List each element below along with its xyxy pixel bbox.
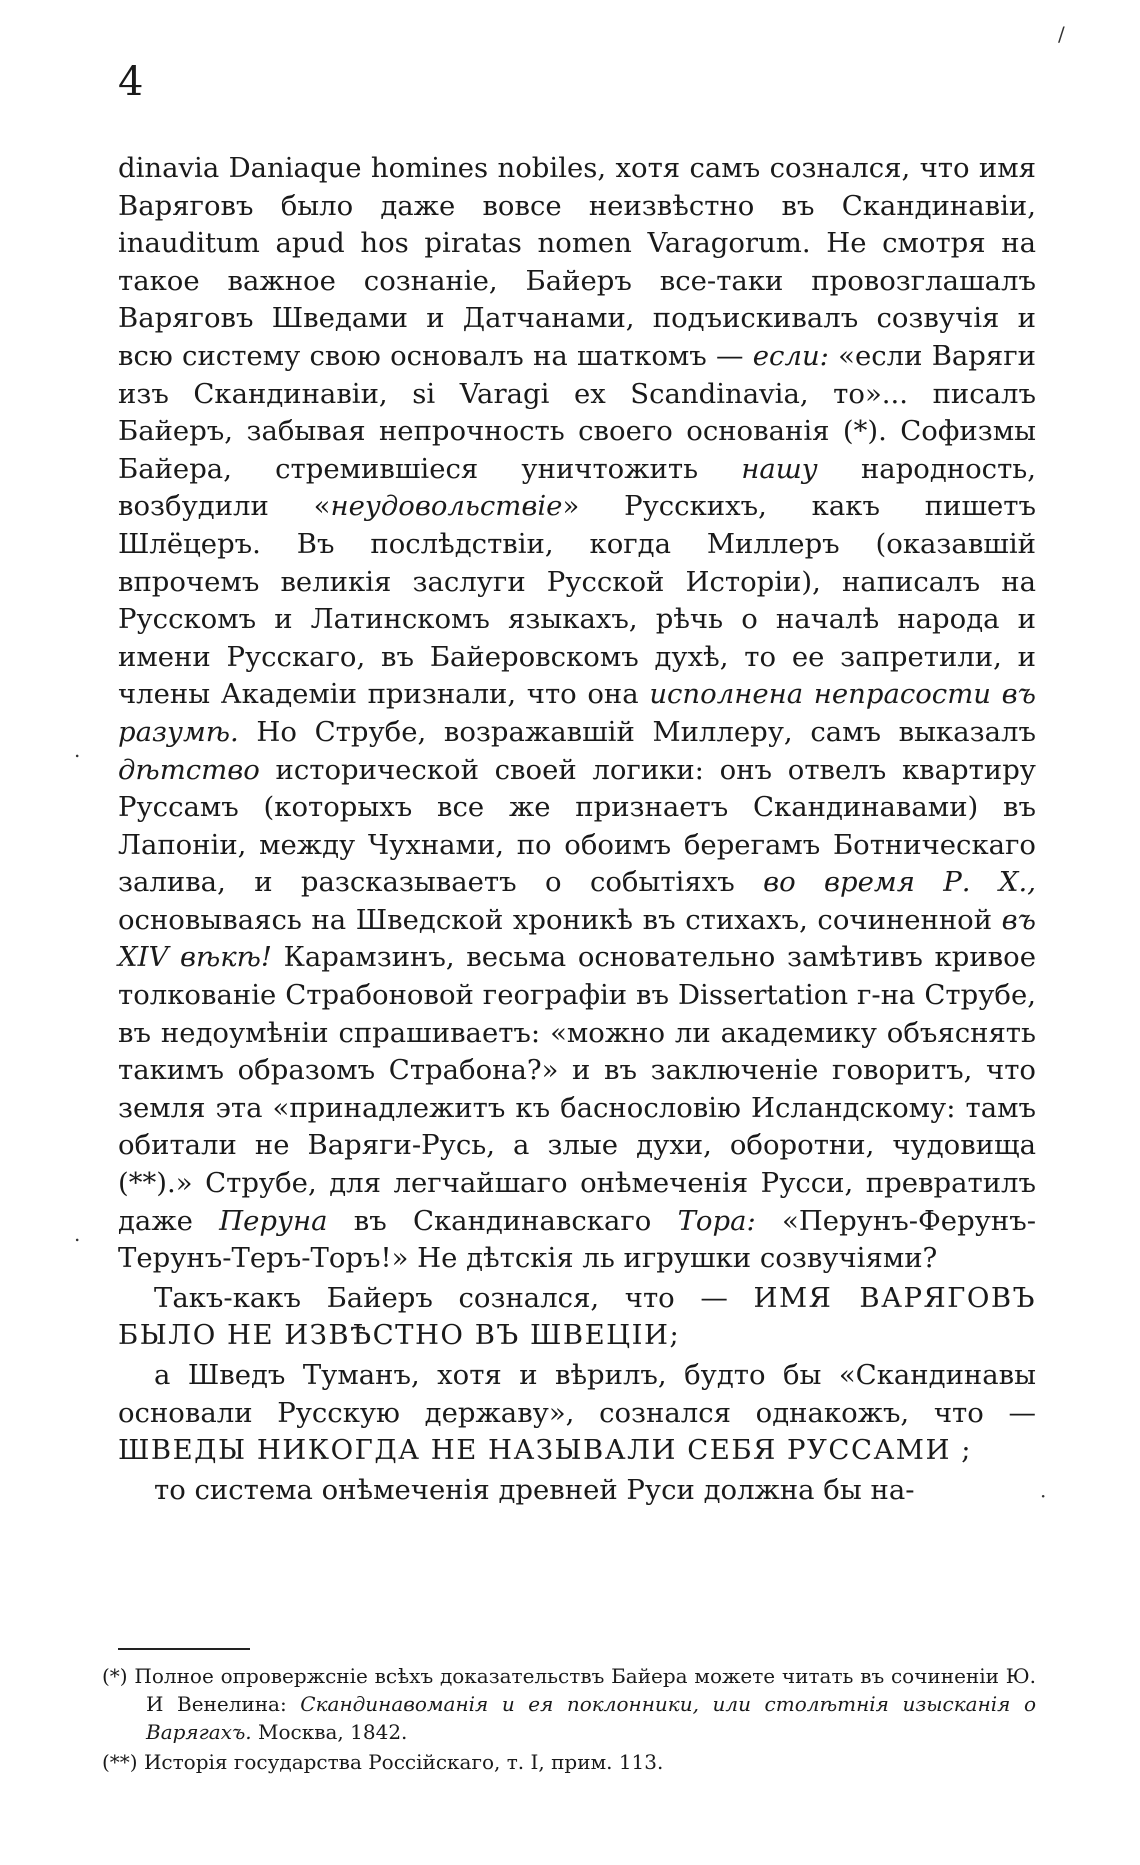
footnote-separator	[118, 1648, 250, 1650]
italic-run: нашу	[741, 452, 818, 485]
paragraph-2	[118, 1280, 1036, 1355]
paragraph-4	[118, 1472, 1036, 1510]
stray-mark-low: .	[74, 1222, 81, 1246]
text-run: Но Струбе, возражавшій Миллеру, самъ выказалъ	[238, 715, 1036, 748]
italic-run: если:	[752, 339, 829, 372]
text-run: dinavia Daniaque homines nobiles, хотя самъ сознался, что имя Варяговъ было даже вовсе неизвѣстно въ Скандинавіи, inauditum apud hos piratas nomen Varagorum. Не смотря на такое важное сознаніе, Байеръ все-таки провозглашалъ Варяговъ Шведами и Датчанами, подъискивалъ созвучія и всю систему свою основалъ на шаткомъ —	[118, 152, 1036, 372]
text-run: народность, возбудили «	[118, 452, 1036, 523]
italic-run: въ XIV вѣкѣ!	[118, 903, 1036, 974]
italic-run: неудовольствіе	[330, 490, 563, 523]
footnote-1	[102, 1662, 1036, 1746]
page-number: 4	[118, 59, 144, 105]
italic-run: Перуна	[219, 1204, 328, 1237]
caps-run: ИМЯ ВАРЯГОВЪ БЫЛО НЕ ИЗВѢСТНО ВЪ ШВЕЦІИ;	[118, 1281, 1036, 1352]
text-run: «если Варяги изъ Скандинавіи, si Varagi ex Scandinavia, то»... писалъ Байеръ, забывая непрочность своего основанія (*). Софизмы Байера, стремившіеся уничтожить	[118, 339, 1036, 485]
italic-run: исполнена непрасости въ разумѣ.	[118, 678, 1036, 748]
text-run: въ Скандинавскаго	[327, 1204, 678, 1237]
text-run: Москва, 1842.	[251, 1720, 408, 1744]
text-run: а Шведъ Туманъ, хотя и вѣрилъ, будто бы «Скандинавы основали Русскую державу», сознался однакожъ, что —	[118, 1359, 1036, 1429]
caps-run: ШВЕДЫ НИКОГДА НЕ НАЗЫВАЛИ СЕБЯ РУССАМИ ;	[118, 1434, 972, 1467]
text-run: исторической своей логики: онъ отвелъ квартиру Руссамъ (которыхъ все же признаетъ Скандинавами) въ Лапоніи, между Чухнами, по обоимъ берегамъ Ботническаго залива, и разсказываетъ о событіяхъ	[118, 753, 1036, 899]
main-text	[118, 150, 1036, 1509]
text-run: » Русскихъ, какъ пишетъ Шлёцеръ. Въ послѣдствіи, когда Миллеръ (оказавшій впрочемъ великія заслуги Русской Исторіи), написалъ на Русскомъ и Латинскомъ языкахъ, рѣчь о началѣ народа и имени Русскаго, въ Байеровскомъ духѣ, то ее запретили, и члены Академіи признали, что она	[118, 490, 1036, 711]
italic-run: дѣтство	[118, 753, 260, 786]
text-run: то система онѣмеченія древней Руси должна бы на-	[154, 1473, 915, 1506]
text-run: (*) Полное опровержсніе всѣхъ доказательствъ Байера можете читать въ сочиненіи Ю. И Венелина:	[102, 1664, 1036, 1716]
paragraph-3	[118, 1357, 1036, 1470]
stray-mark-middle: .	[74, 738, 81, 762]
italic-run: Скандинавоманія и ея поклонники, или столѣтнія изысканія о Варягахъ.	[146, 1692, 1037, 1744]
stray-mark-right: ·	[1040, 1484, 1047, 1508]
paragraph-1	[118, 150, 1036, 1278]
footnote-2: (**) Исторія государства Россійскаго, т. I, прим. 113.	[102, 1750, 664, 1774]
footnotes	[102, 1662, 1036, 1778]
text-run: «Перунъ-Ферунъ-Терунъ-Теръ-Торъ!» Не дѣтскія ль игрушки созвучіями?	[118, 1204, 1036, 1275]
stray-mark-top: /	[1058, 22, 1065, 46]
text-run: Такъ-какъ Байеръ сознался, что —	[154, 1281, 754, 1314]
text-run: основываясь на Шведской хроникѣ въ стихахъ, сочиненной	[118, 903, 1002, 936]
italic-run: во время Р. Х.,	[763, 866, 1036, 899]
italic-run: Тора:	[677, 1204, 756, 1237]
text-run: Карамзинъ, весьма основательно замѣтивъ кривое толкованіе Страбоновой географіи въ Dissertation г-на Струбе, въ недоумѣніи спрашиваетъ: «можно ли академику объяснять такимъ образомъ Страбона?» и въ заключеніе говоритъ, что земля эта «принадлежитъ къ баснословію Исландскому: тамъ обитали не Варяги-Русь, а злые духи, оборотни, чудовища (**).» Струбе, для легчайшаго онѣмеченія Русси, превратилъ даже	[118, 941, 1036, 1237]
